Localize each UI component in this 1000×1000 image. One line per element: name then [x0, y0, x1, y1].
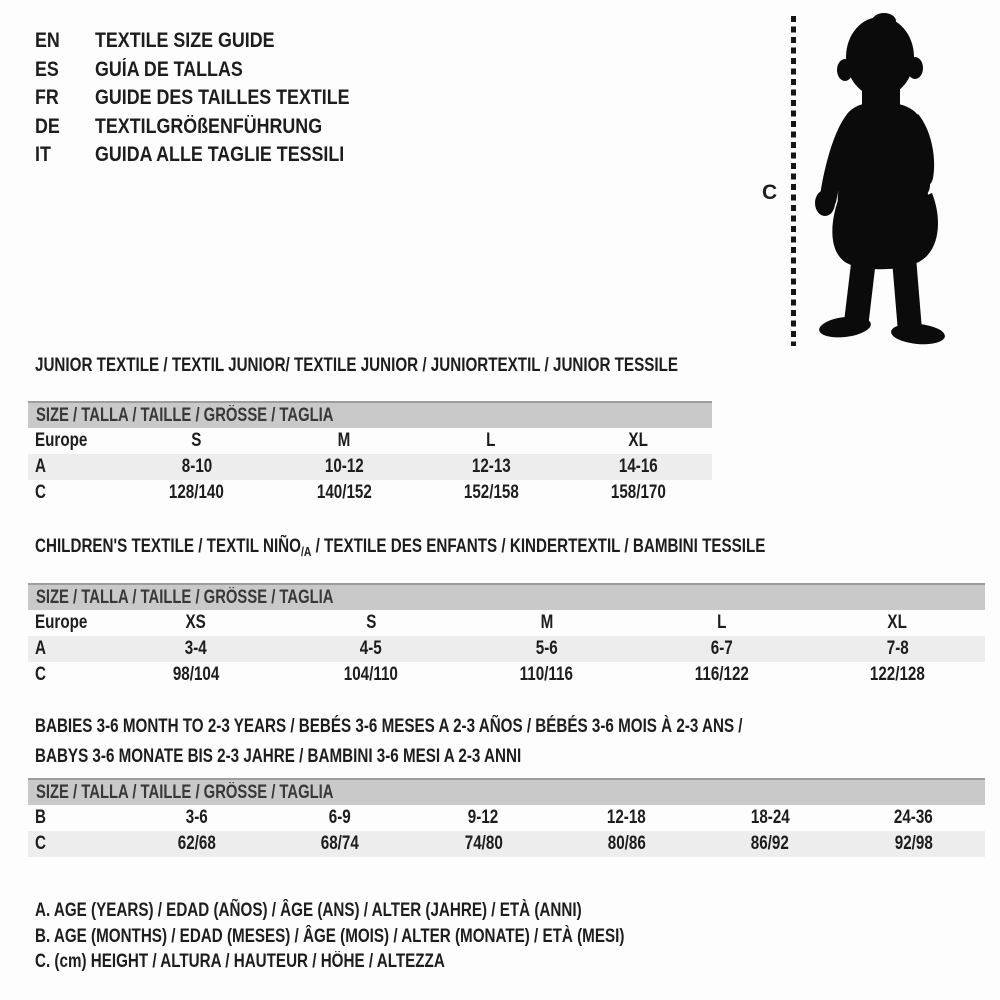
section-junior-textile: [28, 355, 712, 506]
size-cell: [108, 664, 283, 686]
size-cell-text: 104/110: [344, 664, 399, 685]
size-cell-text: 8-10: [181, 456, 212, 477]
section-title-text: [35, 742, 521, 772]
size-cell-text: XL: [628, 430, 649, 451]
size-cell-text: 12-18: [607, 807, 647, 828]
row-label: [28, 664, 108, 686]
size-cell: [565, 482, 712, 504]
language-code-text: FR: [35, 86, 59, 109]
title-segment: CHILDREN'S TEXTILE / TEXTIL NIÑO: [35, 536, 301, 557]
section-title-text: [35, 536, 765, 563]
size-cell-text: 24-36: [893, 807, 933, 828]
language-row: [35, 27, 394, 56]
size-cell-text: S: [366, 612, 377, 633]
size-cell-text: 86/92: [750, 833, 789, 854]
language-label-text: TEXTILE SIZE GUIDE: [95, 29, 275, 52]
size-cell-text: 3-6: [185, 807, 208, 828]
language-label-text: GUIDE DES TAILLES TEXTILE: [95, 86, 350, 109]
table-row: [28, 805, 985, 831]
size-cell: [125, 833, 268, 855]
size-cell-text: 110/116: [519, 664, 574, 685]
size-cell-text: 128/140: [169, 482, 225, 503]
size-cell: [698, 807, 841, 829]
language-label: [95, 27, 306, 56]
size-cell: [123, 456, 270, 478]
title-sub-segment: /A: [300, 544, 312, 559]
size-cell: [418, 456, 565, 478]
size-cell-text: 14-16: [618, 456, 658, 477]
language-code: [35, 84, 95, 113]
size-cell: [634, 612, 809, 634]
size-cell: [555, 807, 698, 829]
size-cell-text: 9-12: [468, 807, 499, 828]
size-cell-text: 4-5: [360, 638, 383, 659]
size-cell: [270, 482, 417, 504]
size-cell-text: 122/128: [869, 664, 925, 685]
size-cell: [555, 833, 698, 855]
size-cell: [268, 833, 411, 855]
language-label: [95, 56, 269, 85]
size-cell: [268, 807, 411, 829]
language-code: [35, 27, 95, 56]
language-list: [35, 27, 394, 170]
size-cell-text: 6-9: [328, 807, 351, 828]
table-row: [28, 480, 712, 506]
height-label-c: C: [762, 181, 778, 204]
size-cell: [283, 638, 458, 660]
footnote-text: C. (cm) HEIGHT / ALTURA / HAUTEUR / HÖHE / ALTEZZA: [35, 951, 445, 972]
size-cell-text: XL: [887, 612, 908, 633]
size-cell: [698, 833, 841, 855]
size-cell-text: 3-4: [184, 638, 207, 659]
language-code: [35, 141, 95, 170]
size-cell: [123, 430, 270, 452]
size-cell: [565, 456, 712, 478]
toddler-silhouette-image: [800, 10, 958, 346]
row-label: [28, 833, 125, 855]
section-title-text: [35, 712, 743, 742]
size-cell: [810, 612, 985, 634]
language-code-text: DE: [35, 114, 60, 138]
footnote-line: [35, 949, 772, 975]
row-label: [28, 430, 123, 452]
title-segment: JUNIOR TEXTILE / TEXTIL JUNIOR/ TEXTILE JUNIOR / JUNIORTEXTIL / JUNIOR TESSILE: [35, 355, 678, 376]
language-row: [35, 113, 394, 142]
section-title-line: [35, 742, 985, 772]
size-cell: [412, 807, 555, 829]
size-header-bar: [28, 583, 985, 610]
language-row: [35, 84, 394, 113]
row-label-text: C: [35, 664, 46, 685]
size-table: [28, 805, 985, 857]
size-cell: [459, 612, 634, 634]
size-cell-text: 7-8: [886, 638, 909, 659]
language-label: [95, 141, 388, 170]
footnote-line: [35, 924, 772, 950]
section-title-line: [35, 712, 985, 742]
row-label: [28, 456, 123, 478]
table-row: [28, 428, 712, 454]
size-cell-text: 158/170: [610, 482, 666, 503]
language-code-text: IT: [35, 143, 51, 166]
size-cell: [810, 638, 985, 660]
row-label-text: C: [35, 482, 46, 503]
size-cell-text: 140/152: [316, 482, 372, 503]
size-cell: [842, 833, 985, 855]
size-cell-text: L: [486, 430, 496, 451]
size-cell-text: S: [191, 430, 202, 451]
row-label-text: Europe: [35, 612, 88, 633]
language-row: [35, 141, 394, 170]
row-label-text: A: [35, 456, 46, 477]
title-segment: / TEXTILE DES ENFANTS / KINDERTEXTIL / BAMBINI TESSILE: [311, 536, 766, 557]
language-row: [35, 56, 394, 85]
section-childrens-textile: [28, 536, 985, 688]
size-cell: [634, 638, 809, 660]
section-title-line: [35, 355, 712, 377]
table-row: [28, 610, 985, 636]
size-cell-text: 5-6: [535, 638, 558, 659]
footnote-text: A. AGE (YEARS) / EDAD (AÑOS) / ÂGE (ANS) / ALTER (JAHRE) / ETÀ (ANNI): [35, 900, 582, 921]
size-cell: [842, 807, 985, 829]
language-code: [35, 113, 95, 142]
size-table: [28, 428, 712, 506]
table-row: [28, 636, 985, 662]
size-cell-text: 98/104: [172, 664, 219, 685]
footnote-line: [35, 898, 772, 924]
size-cell: [418, 430, 565, 452]
language-label-text: GUÍA DE TALLAS: [95, 57, 243, 81]
language-label-text: GUIDA ALLE TAGLIE TESSILI: [95, 143, 345, 166]
size-cell: [270, 430, 417, 452]
section-title: [35, 355, 712, 377]
size-cell: [565, 430, 712, 452]
footnotes: [35, 898, 772, 975]
size-table: [28, 610, 985, 688]
size-header-bar: [28, 778, 985, 805]
size-cell-text: 18-24: [750, 807, 790, 828]
language-code-text: ES: [35, 57, 59, 81]
size-cell: [108, 612, 283, 634]
size-header-label: SIZE / TALLA / TAILLE / GRÖSSE / TAGLIA: [36, 586, 334, 608]
size-cell-text: XS: [185, 612, 206, 633]
size-cell: [459, 664, 634, 686]
language-label: [95, 113, 362, 142]
section-title: [35, 536, 985, 563]
size-cell-text: 92/98: [894, 833, 933, 854]
size-cell-text: 6-7: [710, 638, 733, 659]
title-segment: BABIES 3-6 MONTH TO 2-3 YEARS / BEBÉS 3-6 MESES A 2-3 AÑOS / BÉBÉS 3-6 MOIS À 2-3 ANS /: [35, 716, 743, 737]
size-cell-text: M: [540, 612, 553, 633]
size-cell-text: 116/122: [694, 664, 749, 685]
footnote-text: B. AGE (MONTHS) / EDAD (MESES) / ÂGE (MOIS) / ALTER (MONATE) / ETÀ (MESI): [35, 925, 625, 947]
size-cell: [810, 664, 985, 686]
size-cell-text: 62/68: [177, 833, 216, 854]
table-row: [28, 831, 985, 857]
row-label-text: C: [35, 833, 46, 854]
size-cell-text: 80/86: [607, 833, 646, 854]
size-cell-text: 10-12: [324, 456, 364, 477]
size-cell: [270, 456, 417, 478]
section-title: [35, 712, 985, 772]
size-cell: [634, 664, 809, 686]
size-cell: [123, 482, 270, 504]
size-cell-text: 74/80: [464, 833, 503, 854]
row-label-text: A: [35, 638, 46, 659]
language-code-text: EN: [35, 29, 60, 52]
row-label: [28, 612, 108, 634]
row-label: [28, 638, 108, 660]
table-row: [28, 662, 985, 688]
size-cell: [125, 807, 268, 829]
row-label-text: Europe: [35, 430, 88, 451]
section-title-line: [35, 536, 985, 563]
language-label: [95, 84, 394, 113]
size-cell-text: 68/74: [320, 833, 360, 854]
size-cell-text: M: [337, 430, 351, 451]
size-cell-text: 12-13: [471, 456, 511, 477]
row-label: [28, 807, 125, 829]
table-row: [28, 454, 712, 480]
row-label: [28, 482, 123, 504]
title-segment: BABYS 3-6 MONATE BIS 2-3 JAHRE / BAMBINI 3-6 MESI A 2-3 ANNI: [35, 746, 522, 767]
size-cell: [283, 664, 458, 686]
size-header-label: SIZE / TALLA / TAILLE / GRÖSSE / TAGLIA: [36, 404, 334, 426]
language-label-text: TEXTILGRÖßENFÜHRUNG: [95, 114, 323, 138]
size-header-label: SIZE / TALLA / TAILLE / GRÖSSE / TAGLIA: [36, 781, 334, 803]
language-code: [35, 56, 95, 85]
size-cell: [459, 638, 634, 660]
size-cell: [418, 482, 565, 504]
size-cell-text: L: [717, 612, 727, 633]
size-cell: [108, 638, 283, 660]
size-cell: [283, 612, 458, 634]
size-header-bar: [28, 401, 712, 428]
size-cell-text: 152/158: [463, 482, 519, 503]
section-babies-textile: [28, 712, 985, 857]
size-cell: [412, 833, 555, 855]
height-dashed-line: [791, 16, 796, 346]
section-title-text: [35, 355, 678, 377]
row-label-text: B: [35, 807, 46, 828]
